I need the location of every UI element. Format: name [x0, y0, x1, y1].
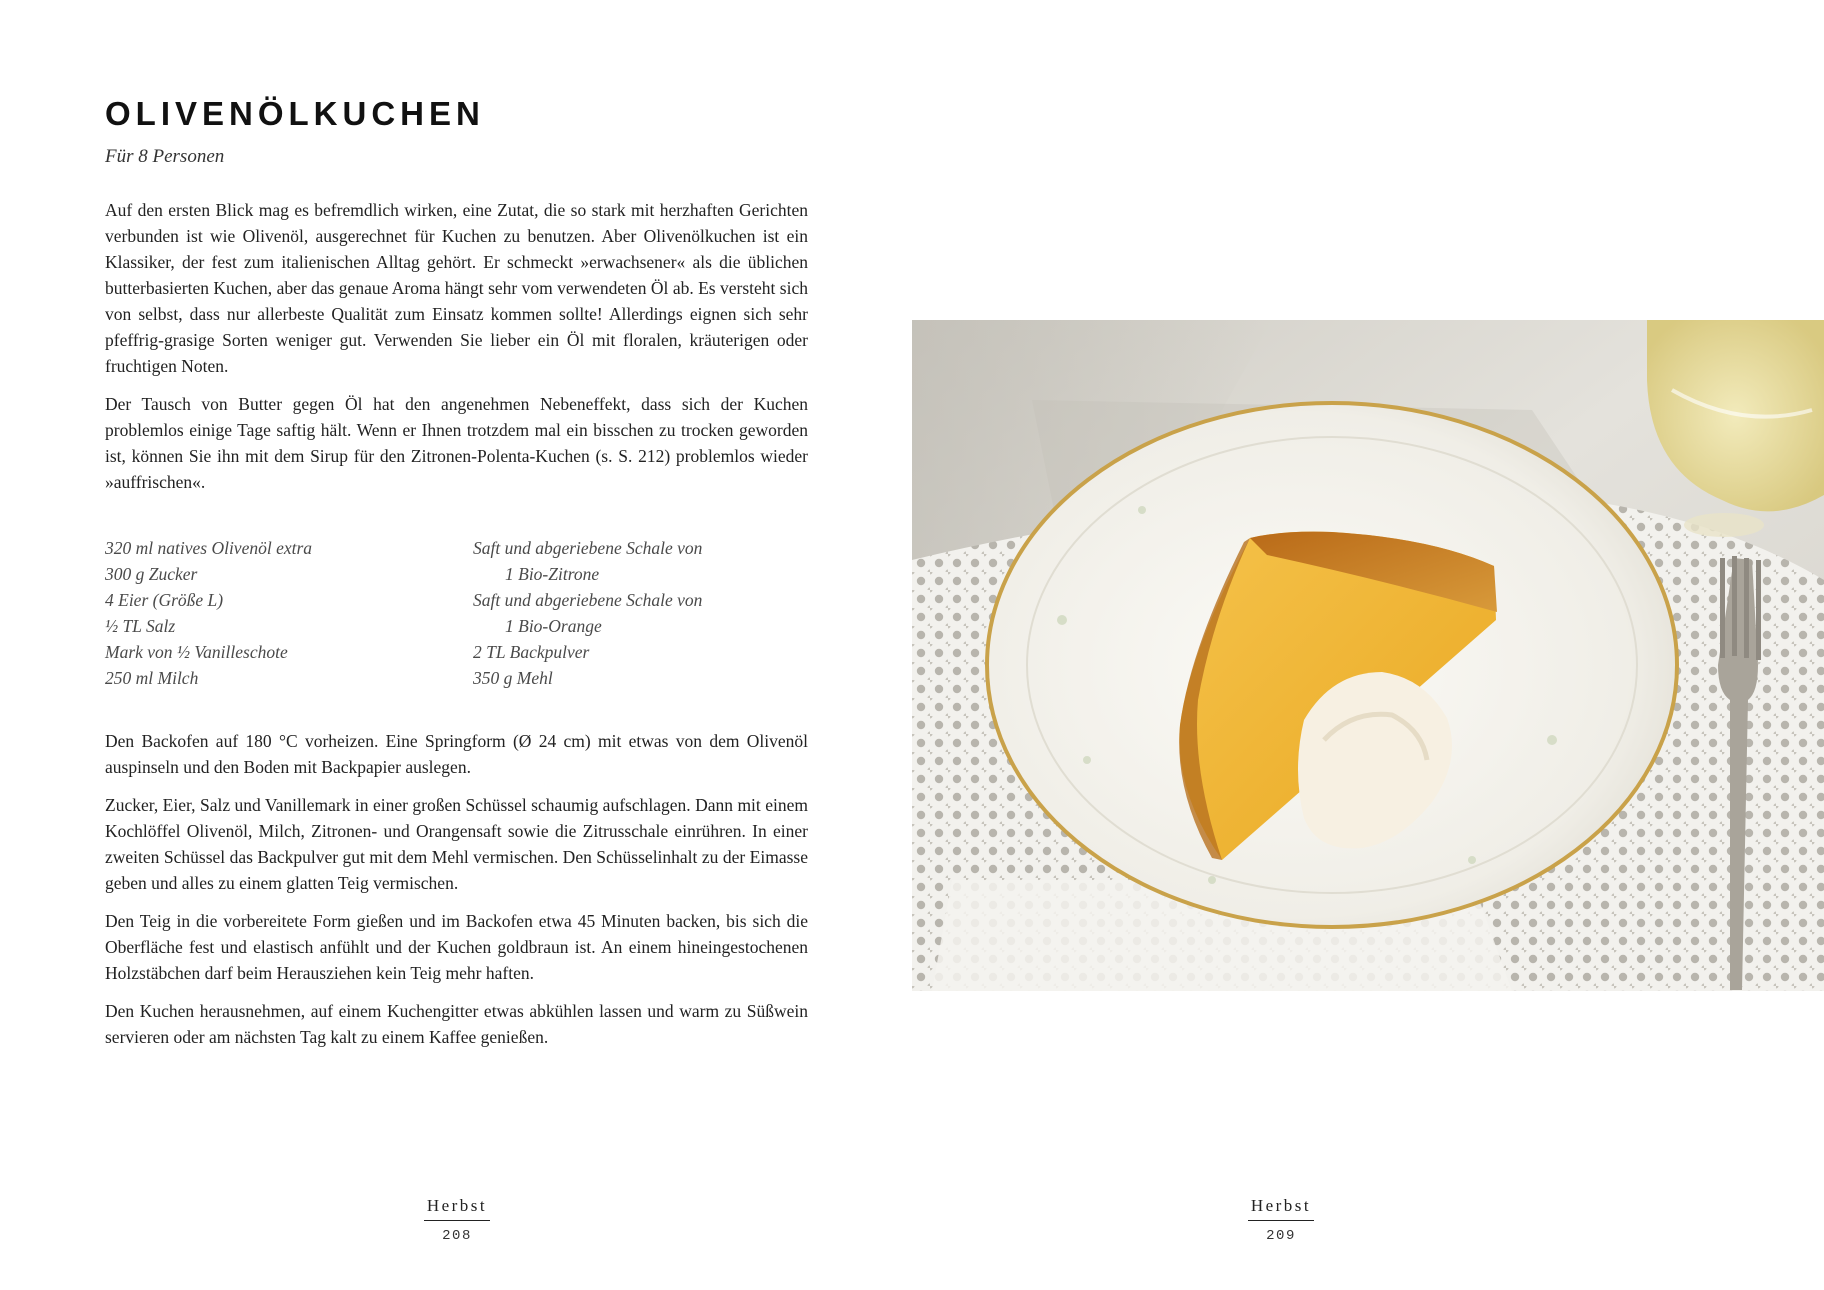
ingredient-list [105, 535, 808, 695]
cake-illustration [912, 320, 1824, 991]
ingredient-item: 350 g Mehl [473, 668, 553, 688]
page-number: 208 [442, 1228, 472, 1244]
ingredient-item: Saft und abgeriebene Schale von [473, 538, 703, 558]
intro-paragraph: Auf den ersten Blick mag es befremdlich wirken, eine Zutat, die so stark mit herzhaften Gerichten verbunden ist wie Olivenöl, ausgerechnet für Kuchen zu benutzen. Aber Olivenölkuchen ist ein Klassiker, der fest zum italienischen Alltag gehört. Er schmeckt »erwachsener« als die üblichen butterbasierten Kuchen, aber das genaue Aroma hängt sehr vom verwendeten Öl ab. Es versteht sich von selbst, dass nur allerbeste Qualität zum Einsatz kommen sollte! Allerdings eignen sich sehr pfeffrig-grasige Sorten weniger gut. Verwenden Sie lieber ein Öl mit floralen, kräuterigen oder fruchtigen Noten. [105, 200, 808, 376]
method-step: Den Backofen auf 180 °C vorheizen. Eine Springform (Ø 24 cm) mit etwas von dem Olivenöl auspinseln und den Boden mit Backpapier auslegen. [105, 731, 808, 777]
ingredient-item: Mark von ½ Vanilleschote [105, 642, 288, 662]
ingredient-column-right [473, 535, 808, 691]
ingredient-item: 4 Eier (Größe L) [105, 590, 224, 610]
ingredient-item: 250 ml Milch [105, 668, 199, 688]
ingredient-item: 2 TL Backpulver [473, 642, 590, 662]
right-page [912, 0, 1824, 1290]
method-step: Den Kuchen herausnehmen, auf einem Kuchengitter etwas abkühlen lassen und warm zu Süßwein servieren oder am nächsten Tag kalt zu einem Kaffee genießen. [105, 1001, 808, 1047]
recipe-title: OLIVENÖLKUCHEN [105, 95, 485, 132]
method-step: Den Teig in die vorbereitete Form gießen und im Backofen etwa 45 Minuten backen, bis sich die Oberfläche fest und elastisch anfühlt und der Kuchen goldbraun ist. An einem hineingestochenen Holzstäbchen darf beim Herausziehen kein Teig mehr haften. [105, 911, 808, 983]
servings: Für 8 Personen [105, 146, 225, 167]
page-number: 209 [1266, 1228, 1296, 1244]
method-text [105, 728, 808, 1062]
cake-photo [912, 320, 1824, 991]
ingredient-item: 1 Bio-Orange [505, 616, 602, 636]
section-name: Herbst [1250, 1196, 1312, 1215]
ingredient-item: 1 Bio-Zitrone [505, 564, 600, 584]
ingredient-item: 320 ml natives Olivenöl extra [105, 538, 313, 558]
ingredient-column-left [105, 535, 465, 691]
section-name: Herbst [426, 1196, 488, 1215]
ingredient-item: 300 g Zucker [105, 564, 198, 584]
intro-paragraph: Der Tausch von Butter gegen Öl hat den angenehmen Nebeneffekt, dass sich der Kuchen problemlos einige Tage saftig hält. Wenn er Ihnen trotzdem mal ein bisschen zu trocken geworden ist, können Sie ihn mit dem Sirup für den Zitronen-Polenta-Kuchen (s. S. 212) problemlos wieder »auffrischen«. [105, 394, 808, 492]
intro-text [105, 197, 808, 507]
page-footer-left [397, 1196, 517, 1244]
ingredient-item: Saft und abgeriebene Schale von [473, 590, 703, 610]
method-step: Zucker, Eier, Salz und Vanillemark in einer großen Schüssel schaumig aufschlagen. Dann mit einem Kochlöffel Olivenöl, Milch, Zitronen- und Orangensaft sowie die Zitrusschale einrühren. In einer zweiten Schüssel das Backpulver gut mit dem Mehl vermischen. Den Schüsselinhalt zu der Eimasse geben und alles zu einem glatten Teig vermischen. [105, 795, 808, 893]
ingredient-item: ½ TL Salz [105, 616, 176, 636]
page-footer-right [1221, 1196, 1341, 1244]
